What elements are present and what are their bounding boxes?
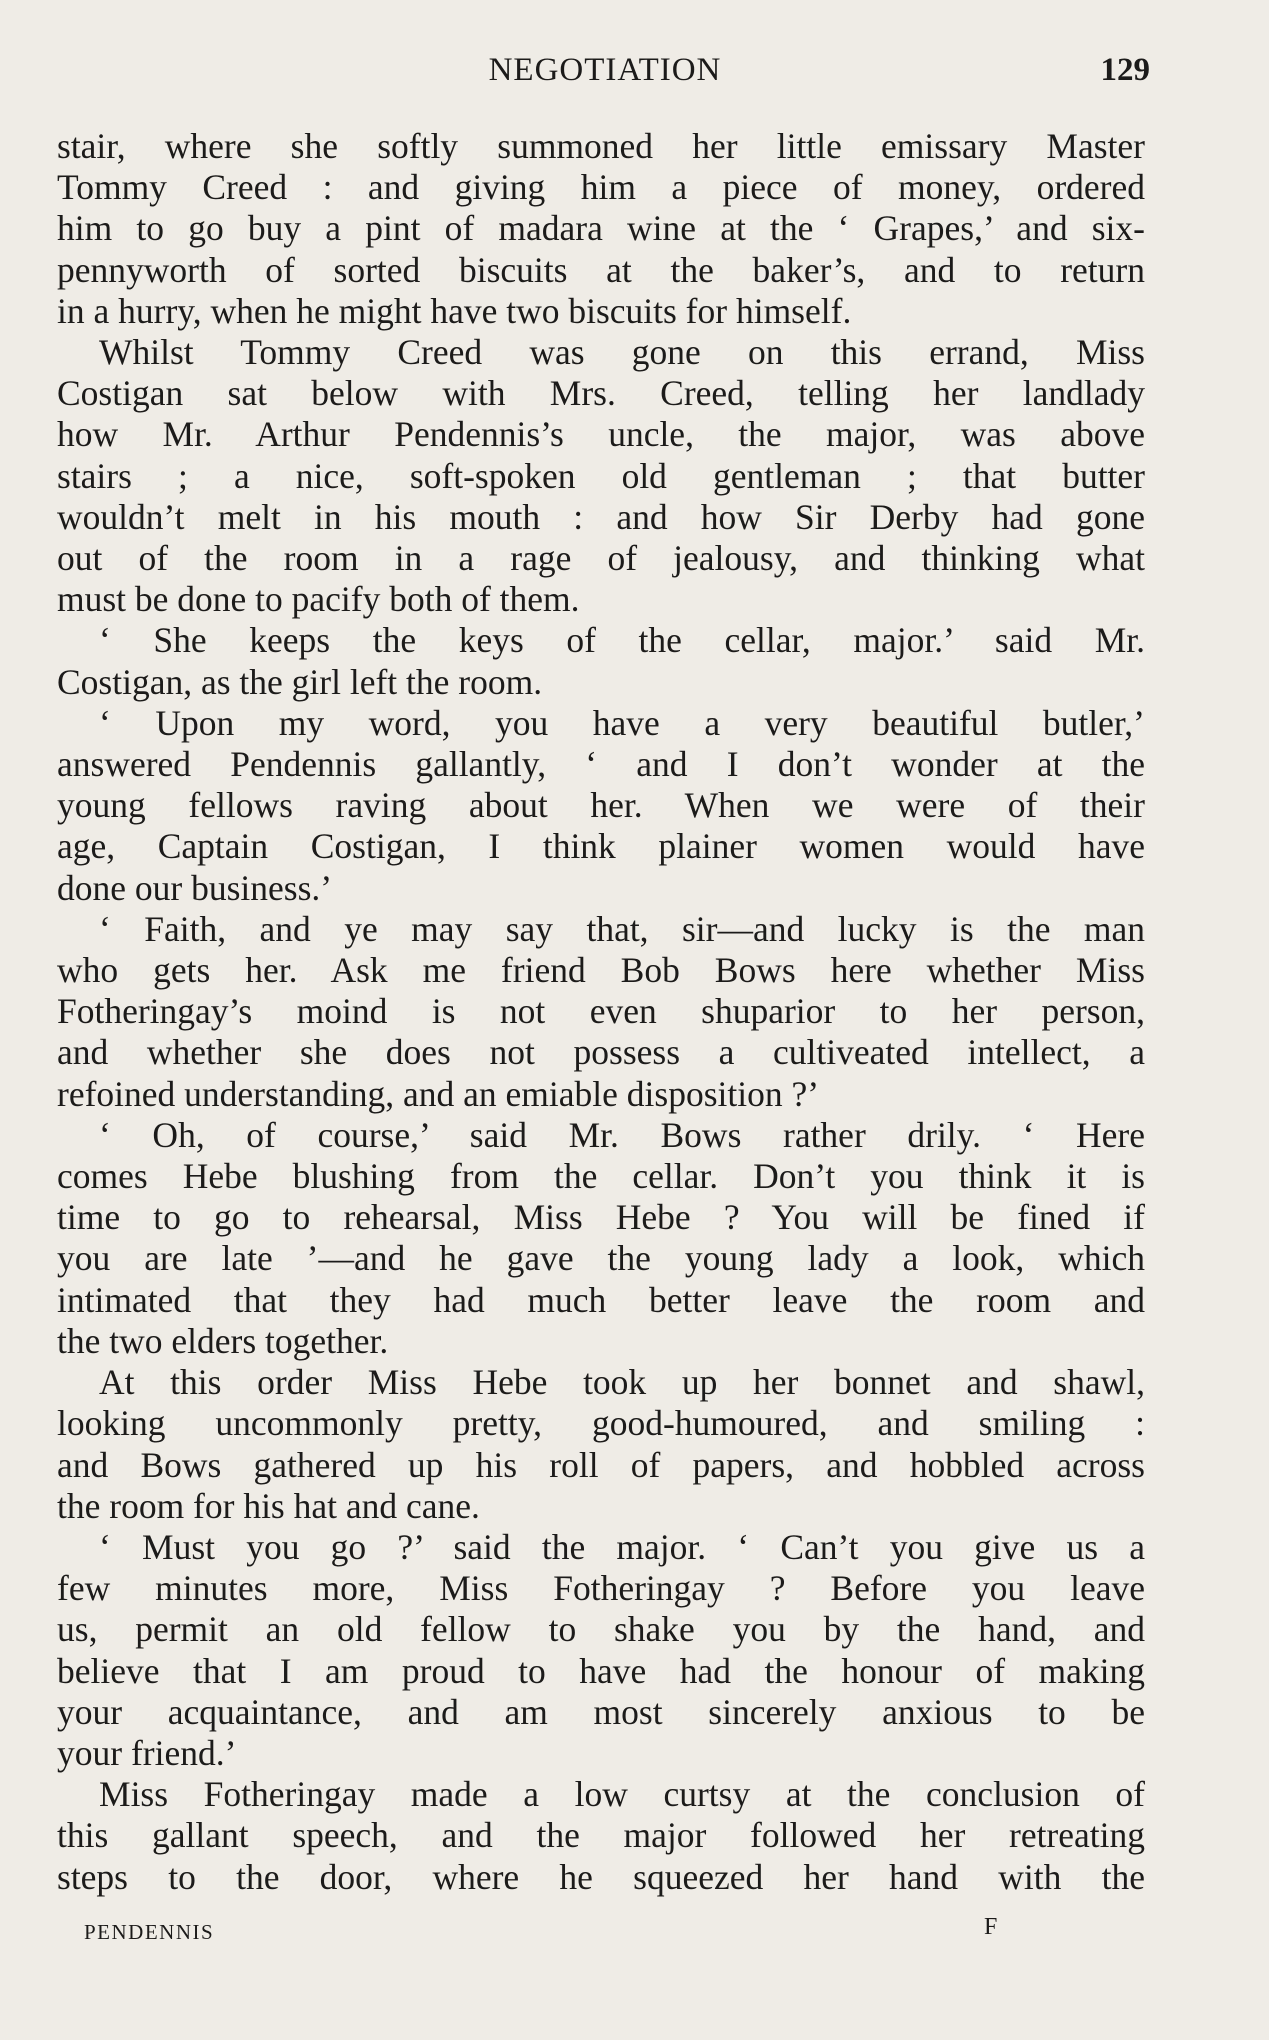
text-line: your acquaintance, and am most sincerely anxious to be	[57, 1691, 1145, 1732]
text-line: must be done to pacify both of them.	[57, 579, 580, 620]
text-line: ‘ Must you go ?’ said the major. ‘ Can’t you give us a	[99, 1526, 1145, 1567]
text-line: At this order Miss Hebe took up her bonnet and shawl,	[99, 1362, 1145, 1403]
text-line: wouldn’t melt in his mouth : and how Sir Derby had gone	[57, 496, 1145, 537]
text-line: and Bows gathered up his roll of papers, and hobbled across	[57, 1444, 1145, 1485]
text-line: intimated that they had much better leave the room and	[57, 1279, 1145, 1320]
text-line: out of the room in a rage of jealousy, and thinking what	[57, 538, 1145, 579]
text-line: in a hurry, when he might have two biscuits for himself.	[57, 290, 852, 331]
text-line: ‘ She keeps the keys of the cellar, major.’ said Mr.	[99, 620, 1145, 661]
text-line: your friend.’	[57, 1732, 237, 1773]
text-line: ‘ Oh, of course,’ said Mr. Bows rather drily. ‘ Here	[99, 1114, 1145, 1155]
text-line: answered Pendennis gallantly, ‘ and I don’t wonder at the	[57, 744, 1145, 785]
text-line: time to go to rehearsal, Miss Hebe ? You will be fined if	[57, 1197, 1145, 1238]
text-line: Fotheringay’s moind is not even shuparior to her person,	[57, 991, 1145, 1032]
text-line: him to go buy a pint of madara wine at the ‘ Grapes,’ and six-	[57, 208, 1145, 249]
signature-letter: F	[984, 1914, 998, 1940]
text-line: who gets her. Ask me friend Bob Bows here whether Miss	[57, 950, 1145, 991]
text-line: few minutes more, Miss Fotheringay ? Before you leave	[57, 1568, 1145, 1609]
text-line: Miss Fotheringay made a low curtsy at the conclusion of	[99, 1774, 1145, 1815]
text-line: this gallant speech, and the major followed her retreating	[57, 1815, 1145, 1856]
text-line: the two elders together.	[57, 1320, 389, 1361]
body-text	[57, 126, 1145, 1898]
text-line: ‘ Upon my word, you have a very beautiful butler,’	[99, 702, 1145, 743]
text-line: Costigan, as the girl left the room.	[57, 661, 543, 702]
page-footer	[84, 1914, 1014, 1950]
running-head	[60, 52, 1150, 92]
text-line: age, Captain Costigan, I think plainer women would have	[57, 826, 1145, 867]
running-title: NEGOTIATION	[488, 52, 722, 88]
text-line: refoined understanding, and an emiable disposition ?’	[57, 1073, 820, 1114]
signature-mark: PENDENNIS	[84, 1920, 215, 1944]
text-line: stairs ; a nice, soft-spoken old gentleman ; that butter	[57, 455, 1145, 496]
page-number: 129	[1100, 52, 1150, 88]
text-line: done our business.’	[57, 867, 333, 908]
text-line: and whether she does not possess a cultiveated intellect, a	[57, 1032, 1145, 1073]
text-line: how Mr. Arthur Pendennis’s uncle, the major, was above	[57, 414, 1145, 455]
text-line: Tommy Creed : and giving him a piece of money, ordered	[57, 167, 1145, 208]
text-line: us, permit an old fellow to shake you by the hand, and	[57, 1609, 1145, 1650]
text-line: believe that I am proud to have had the honour of making	[57, 1650, 1145, 1691]
text-line: pennyworth of sorted biscuits at the baker’s, and to return	[57, 249, 1145, 290]
text-line: Costigan sat below with Mrs. Creed, telling her landlady	[57, 373, 1145, 414]
text-line: steps to the door, where he squeezed her hand with the	[57, 1856, 1145, 1897]
text-line: the room for his hat and cane.	[57, 1485, 480, 1526]
text-line: comes Hebe blushing from the cellar. Don’t you think it is	[57, 1156, 1145, 1197]
text-line: ‘ Faith, and ye may say that, sir—and lucky is the man	[99, 908, 1145, 949]
text-line: Whilst Tommy Creed was gone on this errand, Miss	[99, 332, 1145, 373]
text-line: you are late ’—and he gave the young lady a look, which	[57, 1238, 1145, 1279]
text-line: young fellows raving about her. When we were of their	[57, 785, 1145, 826]
text-line: stair, where she softly summoned her little emissary Master	[57, 126, 1145, 166]
text-line: looking uncommonly pretty, good-humoured, and smiling :	[57, 1403, 1145, 1444]
